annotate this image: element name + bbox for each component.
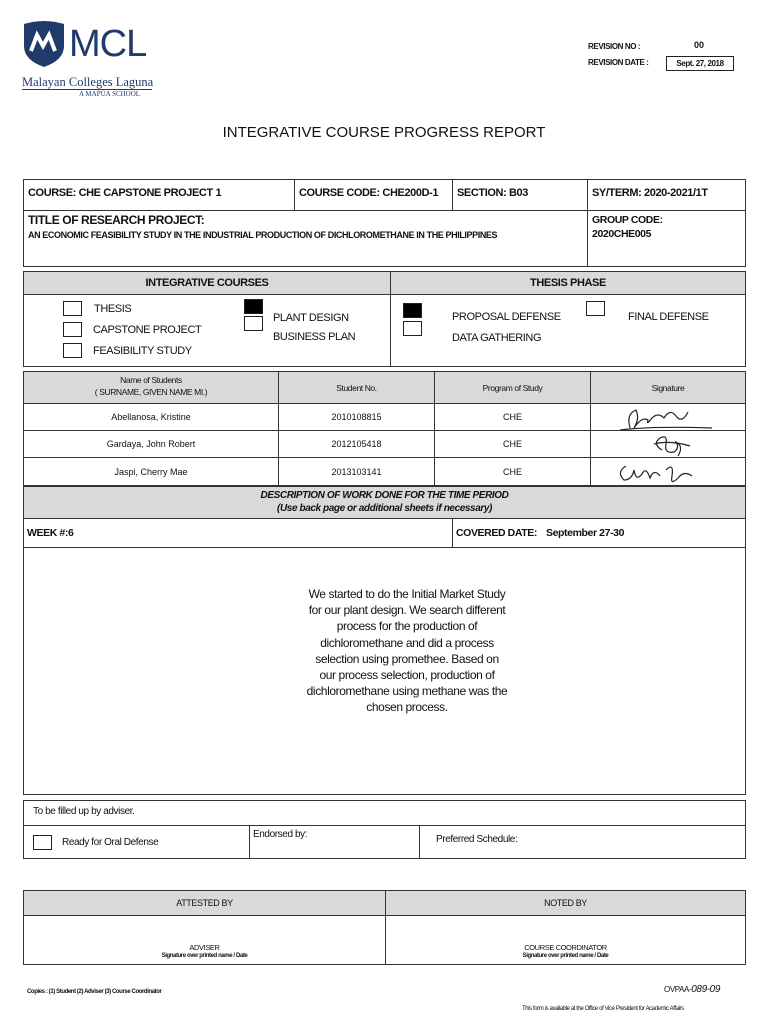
mcl-shield-icon xyxy=(22,20,66,68)
integrative-header-cell xyxy=(23,271,391,295)
logo-wordmark: MCL xyxy=(69,23,147,65)
week-label: WEEK #:6 xyxy=(27,527,74,539)
work-description: We started to do the Initial Market Study for our plant design. We search different process for the production of dichloromethane and did a process selection using promethee. Based on our process selection, production of dichloromethane using methane was the chosen process. xyxy=(306,587,508,715)
adviser-label: ADVISER xyxy=(189,943,220,952)
phase-header: THESIS PHASE xyxy=(530,277,606,289)
capstone-checkbox[interactable] xyxy=(63,322,82,337)
research-title: AN ECONOMIC FEASIBILITY STUDY IN THE INDUSTRIAL PRODUCTION OF DICHLOROMETHANE IN THE PHILIPPINES xyxy=(28,230,498,240)
feasibility-label: FEASIBILITY STUDY xyxy=(93,345,192,357)
plant-design-label: PLANT DESIGN xyxy=(273,312,349,324)
student-no: 2013103141 xyxy=(331,466,382,477)
coordinator-sub: Signature over printed name / Date xyxy=(522,953,609,959)
research-label: TITLE OF RESEARCH PROJECT: xyxy=(28,213,205,227)
course-name: COURSE: CHE CAPSTONE PROJECT 1 xyxy=(28,187,222,199)
student-no: 2010108815 xyxy=(331,412,382,422)
final-defense-checkbox[interactable] xyxy=(586,301,605,316)
proposal-defense-checkbox[interactable] xyxy=(403,303,422,318)
logo xyxy=(22,20,162,100)
logo-school-name: Malayan Colleges Laguna xyxy=(22,75,154,89)
integrative-header: INTEGRATIVE COURSES xyxy=(145,277,269,289)
term: SY/TERM: 2020-2021/1T xyxy=(592,187,708,199)
availability-note: This form is available at the Office of Vice President for Academic Affairs xyxy=(522,1006,684,1012)
endorsed-label: Endorsed by: xyxy=(253,829,308,840)
revision-no-label: REVISION NO : xyxy=(588,42,641,51)
business-plan-label: BUSINESS PLAN xyxy=(273,331,356,343)
attested-header-cell xyxy=(23,890,386,916)
table-row xyxy=(434,457,591,486)
business-plan-checkbox[interactable] xyxy=(244,316,263,331)
col-signature-label: Signature xyxy=(651,382,685,393)
revision-no-value: 00 xyxy=(694,40,705,50)
form-code xyxy=(664,984,720,995)
table-row xyxy=(278,457,435,486)
work-header-note: (Use back page or additional sheets if necessary) xyxy=(277,503,492,514)
ready-checkbox[interactable] xyxy=(33,835,52,850)
table-row xyxy=(434,403,591,431)
table-row xyxy=(278,430,435,458)
adviser-fill-label: To be filled up by adviser. xyxy=(33,806,135,817)
signature-3-icon xyxy=(612,456,702,486)
schedule-label: Preferred Schedule: xyxy=(436,834,518,845)
student-program: CHE xyxy=(502,412,522,422)
table-row xyxy=(23,403,279,431)
revision-date-box: Sept. 27, 2018 xyxy=(666,56,734,71)
data-gathering-checkbox[interactable] xyxy=(403,321,422,336)
section: SECTION: B03 xyxy=(457,187,528,199)
phase-header-cell xyxy=(390,271,746,295)
copies-note: Copies : (1) Student (2) Adviser (3) Course Coordinator xyxy=(27,989,162,995)
revision-date-label: REVISION DATE : xyxy=(588,58,649,67)
col-name-sub: ( SURNAME, GIVEN NAME MI.) xyxy=(94,387,208,397)
group-label: GROUP CODE: xyxy=(592,214,663,226)
ready-label: Ready for Oral Defense xyxy=(62,837,159,848)
student-name: Gardaya, John Robert xyxy=(106,439,196,449)
thesis-label: THESIS xyxy=(94,303,132,315)
table-row xyxy=(23,430,279,458)
col-name-label: Name of Students xyxy=(120,375,182,385)
student-program: CHE xyxy=(502,466,522,477)
capstone-label: CAPSTONE PROJECT xyxy=(93,324,202,336)
table-row xyxy=(278,403,435,431)
data-gathering-label: DATA GATHERING xyxy=(452,332,542,344)
page-title: INTEGRATIVE COURSE PROGRESS REPORT xyxy=(222,124,546,141)
proposal-defense-label: PROPOSAL DEFENSE xyxy=(452,311,561,323)
week-cell xyxy=(23,518,453,548)
adviser-sub: Signature over printed name / Date xyxy=(161,953,248,959)
phase-body xyxy=(390,294,746,367)
student-name: Jaspi, Cherry Mae xyxy=(114,466,188,477)
thesis-checkbox[interactable] xyxy=(63,301,82,316)
student-no: 2012105418 xyxy=(331,439,382,449)
col-no-header xyxy=(278,371,435,404)
table-row xyxy=(23,457,279,486)
logo-tagline: A MAPÚA SCHOOL xyxy=(79,90,141,98)
group-value: 2020CHE005 xyxy=(592,228,652,240)
feasibility-checkbox[interactable] xyxy=(63,343,82,358)
work-header: DESCRIPTION OF WORK DONE FOR THE TIME PERIOD xyxy=(260,490,509,501)
course-code: COURSE CODE: CHE200D-1 xyxy=(299,187,439,199)
form-code-prefix: OVPAA- xyxy=(664,985,692,994)
col-no-label: Student No. xyxy=(336,382,377,393)
attested-header: ATTESTED BY xyxy=(176,898,233,908)
coordinator-label: COURSE COORDINATOR xyxy=(524,943,607,952)
student-name: Abellanosa, Kristine xyxy=(111,412,191,422)
covered-date-value: September 27-30 xyxy=(546,527,625,539)
covered-date-label: COVERED DATE: xyxy=(456,527,537,539)
col-program-label: Program of Study xyxy=(482,382,543,393)
form-code-value: 089-09 xyxy=(691,984,720,995)
col-signature-header xyxy=(590,371,746,404)
table-row xyxy=(434,430,591,458)
final-defense-label: FINAL DEFENSE xyxy=(628,311,709,323)
noted-header-cell xyxy=(385,890,746,916)
plant-design-checkbox[interactable] xyxy=(244,299,263,314)
noted-header: NOTED BY xyxy=(544,898,587,908)
col-program-header xyxy=(434,371,591,404)
student-program: CHE xyxy=(502,439,522,449)
